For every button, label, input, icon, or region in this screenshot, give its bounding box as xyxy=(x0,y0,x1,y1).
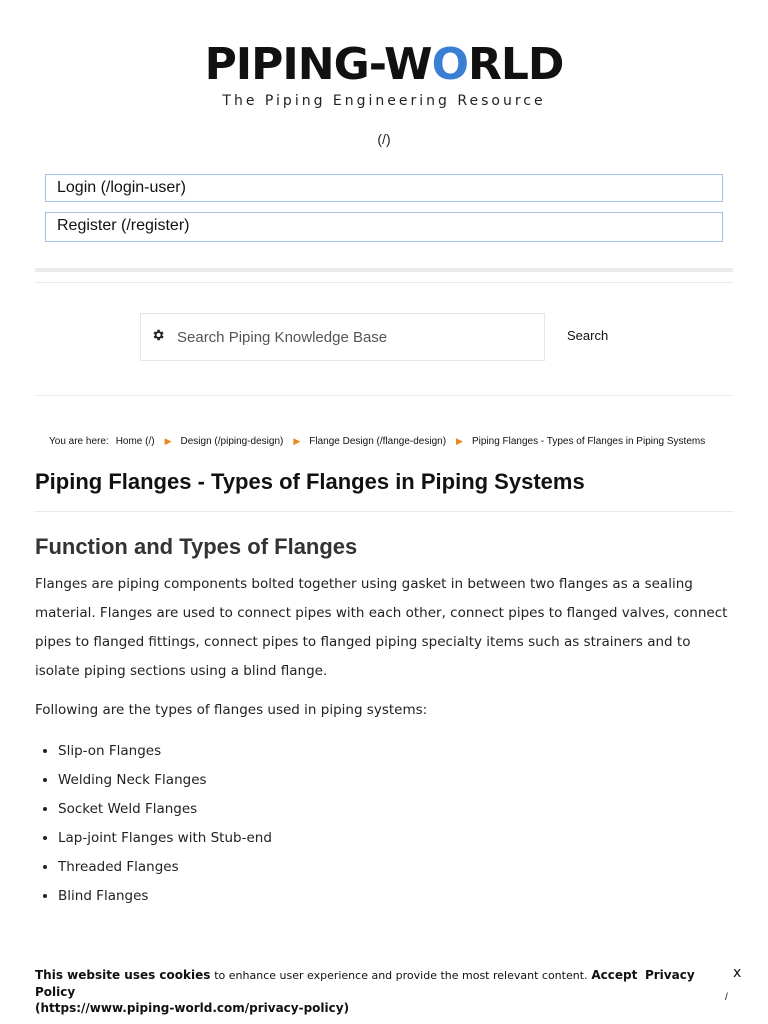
accept-button[interactable]: Accept xyxy=(591,968,638,982)
divider xyxy=(35,268,733,272)
caret-right-icon: ▶ xyxy=(164,436,172,446)
caret-right-icon: ▶ xyxy=(293,436,301,446)
login-link[interactable]: Login (/login-user) xyxy=(45,174,723,202)
section-heading: Function and Types of Flanges xyxy=(35,534,358,559)
cookie-banner xyxy=(35,967,695,1016)
caret-right-icon: ▶ xyxy=(456,436,463,446)
privacy-policy-url[interactable]: (https://www.piping-world.com/privacy-policy) xyxy=(35,1001,350,1015)
register-link[interactable]: Register (/register) xyxy=(45,212,723,242)
search-button[interactable]: Search xyxy=(567,328,609,343)
breadcrumb-item-design[interactable]: Design (/piping-design) xyxy=(180,436,284,447)
logo-text-end: RLD xyxy=(467,39,564,90)
article-content xyxy=(35,570,733,911)
list-intro-paragraph: Following are the types of flanges used in piping systems: xyxy=(35,702,428,718)
list-item: • Socket Weld Flanges xyxy=(58,795,733,824)
search-input[interactable] xyxy=(175,328,519,347)
list-item: • Slip-on Flanges xyxy=(58,737,733,766)
list-item: • Threaded Flanges xyxy=(58,853,733,882)
home-link[interactable]: (/) xyxy=(377,131,391,147)
list-item: • Welding Neck Flanges xyxy=(58,766,733,795)
breadcrumb-item-home[interactable]: Home (/) xyxy=(115,436,155,447)
divider xyxy=(35,395,733,396)
cookie-intro: This website uses cookies xyxy=(35,968,211,982)
page-title: Piping Flanges - Types of Flanges in Piping Systems xyxy=(35,469,733,512)
cookie-text: to enhance user experience and provide the most relevant content. xyxy=(214,969,588,982)
list-item: • Blind Flanges xyxy=(58,882,733,911)
search-bar xyxy=(0,283,768,395)
close-icon[interactable]: x xyxy=(733,965,742,981)
site-header xyxy=(0,0,768,109)
intro-paragraph: Flanges are piping components bolted together using gasket in between two flanges as a sealing material. Flanges are used to connect pipes with each other, connect pipes to flanged valves, connect pipes to flanged fittings, connect pipes to flanged piping specialty items such as strainers and to isolate piping sections using a blind flange. xyxy=(35,576,728,679)
cookie-slash: / xyxy=(725,992,728,1003)
site-logo[interactable] xyxy=(205,40,564,90)
breadcrumb xyxy=(49,436,768,447)
privacy-policy-link[interactable]: Privacy Policy xyxy=(35,968,695,999)
logo-text-o: O xyxy=(431,39,468,90)
breadcrumb-item-flange-design[interactable]: Flange Design (/flange-design) xyxy=(309,436,447,447)
logo-text-start: PIPING-W xyxy=(204,39,432,90)
gear-icon xyxy=(151,328,169,347)
list-item: • Lap-joint Flanges with Stub-end xyxy=(58,824,733,853)
site-tagline: The Piping Engineering Resource xyxy=(222,93,546,109)
search-field[interactable] xyxy=(140,313,545,361)
breadcrumb-prefix: You are here: xyxy=(49,436,109,447)
flange-types-list xyxy=(35,737,733,911)
breadcrumb-item-current: Piping Flanges - Types of Flanges in Piping Systems xyxy=(471,436,706,447)
